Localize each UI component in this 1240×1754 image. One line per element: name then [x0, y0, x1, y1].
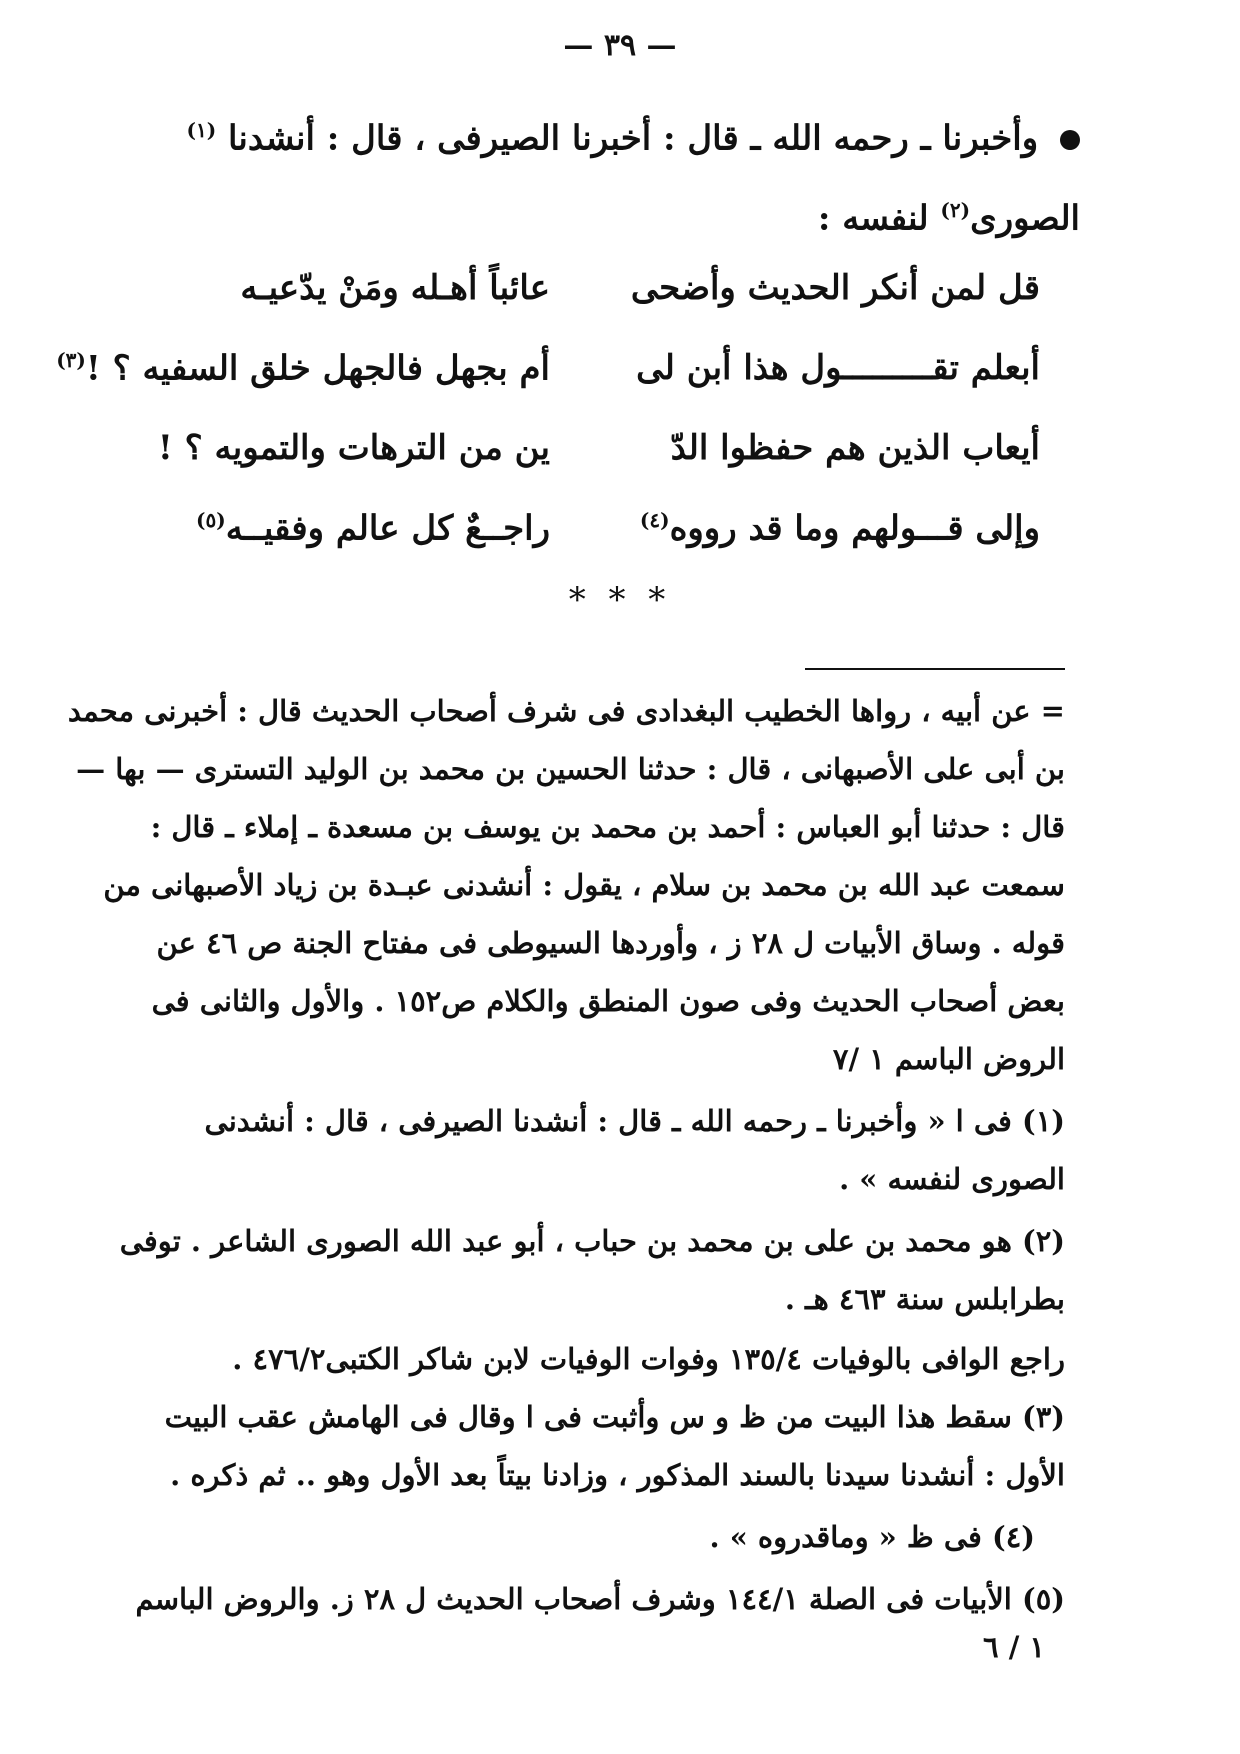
footnote-ref-4: (٤): [639, 508, 670, 532]
footnote-2-line: بطرابلس سنة ٤٦٣ هـ .: [784, 1282, 1065, 1316]
verse-3: [157, 428, 1040, 488]
footnote-cont-line: سمعت عبد الله بن محمد بن سلام ، يقول : أنشدنى عبـدة بن زياد الأصبهانى من: [103, 868, 1065, 902]
footnote-cont-line: قال : حدثنا أبو العباس : أحمد بن محمد بن يوسف بن مسعدة ـ إملاء ـ قال :: [150, 810, 1065, 844]
section-separator: * * *: [568, 580, 672, 620]
footnote-4-line: (٤) فى ظ « وماقدروه » .: [709, 1520, 1035, 1554]
verse-4-first-hemistich: [640, 508, 1040, 548]
verse-2: [56, 348, 1040, 408]
footnote-5-line: (٥) الأبيات فى الصلة ١٤٤/١ وشرف أصحاب الحديث ل ٢٨ ز. والروض الباسم: [135, 1582, 1065, 1616]
footnote-cont-line: بعض أصحاب الحديث وفى صون المنطق والكلام ص١٥٢ . والأول والثانى فى: [151, 984, 1065, 1018]
footnote-3-line: (٣) سقط هذا البيت من ظ و س وأثبت فى ا وقال فى الهامش عقب البيت: [164, 1400, 1065, 1434]
verse-1-first-hemistich: قل لمن أنكر الحديث وأضحى: [630, 268, 1040, 308]
footnote-ref-3: (٣): [56, 348, 86, 372]
footnote-ref-2: (٢): [940, 198, 971, 222]
footnote-ref-5: (٥): [196, 508, 226, 532]
intro-line-2-text: الصورى: [970, 198, 1080, 239]
footnote-3-line: الأول : أنشدنا سيدنا بالسند المذكور ، وزادنا بيتاً بعد الأول وهو .. ثم ذكره .: [170, 1458, 1065, 1492]
verse-4-second-text: راجــعٌ كل عالم وفقيــه: [225, 508, 550, 549]
bullet-dot: [1060, 130, 1080, 150]
verse-2-second-hemistich: [56, 348, 550, 388]
verse-3-second-hemistich: ين من الترهات والتمويه ؟ !: [157, 428, 550, 468]
footnote-cont-line: بن أبى على الأصبهانى ، قال : حدثنا الحسين بن محمد بن الوليد التسترى — بها —: [76, 752, 1065, 786]
footnote-ref-1: (١): [186, 118, 217, 142]
verse-2-second-text: أم بجهل فالجهل خلق السفيه ؟ !: [85, 348, 550, 389]
footnote-2-line: راجع الوافى بالوفيات ١٣٥/٤ وفوات الوفيات لابن شاكر الكتبى٤٧٦/٢ .: [232, 1342, 1065, 1376]
verse-1: [175, 268, 1040, 328]
verse-4-second-hemistich: [196, 508, 550, 548]
footnote-cont-line: = عن أبيه ، رواها الخطيب البغدادى فى شرف أصحاب الحديث قال : أخبرنى محمد: [67, 694, 1065, 728]
page-number: — ٣٩ —: [563, 28, 677, 63]
intro-line-1: [150, 118, 1080, 158]
footnote-2-line: (٢) هو محمد بن على بن محمد بن حباب ، أبو عبد الله الصورى الشاعر . توفى: [119, 1224, 1065, 1258]
footnote-cont-line: قوله . وساق الأبيات ل ٢٨ ز ، وأوردها السيوطى فى مفتاح الجنة ص ٤٦ عن: [156, 926, 1065, 960]
footnote-5-line: ١ / ٦: [983, 1630, 1045, 1664]
footnote-divider: [805, 668, 1065, 670]
verse-3-first-hemistich: أيعاب الذين هم حفظوا الدّ: [670, 428, 1040, 468]
intro-line-1-text: وأخبرنا ـ رحمه الله ـ قال : أخبرنا الصيرفى ، قال : أنشدنا: [228, 118, 1039, 159]
verse-4-first-text: وإلى قـــولهم وما قد رووه: [669, 508, 1040, 549]
intro-line-2: [150, 198, 1080, 238]
verse-2-first-hemistich: أبعلم تقـــــــــول هذا أبن لى: [636, 348, 1040, 388]
intro-line-2-rest: لنفسه :: [817, 198, 929, 239]
footnote-cont-line: الروض الباسم ١ /٧: [832, 1042, 1065, 1076]
footnote-1-line: الصورى لنفسه » .: [839, 1162, 1065, 1196]
footnote-1-line: (١) فى ا « وأخبرنا ـ رحمه الله ـ قال : أنشدنا الصيرفى ، قال : أنشدنى: [204, 1104, 1065, 1138]
verse-4: [175, 508, 1040, 568]
verse-1-second-hemistich: عائباً أهـله ومَنْ يدّعيـه: [240, 268, 550, 308]
